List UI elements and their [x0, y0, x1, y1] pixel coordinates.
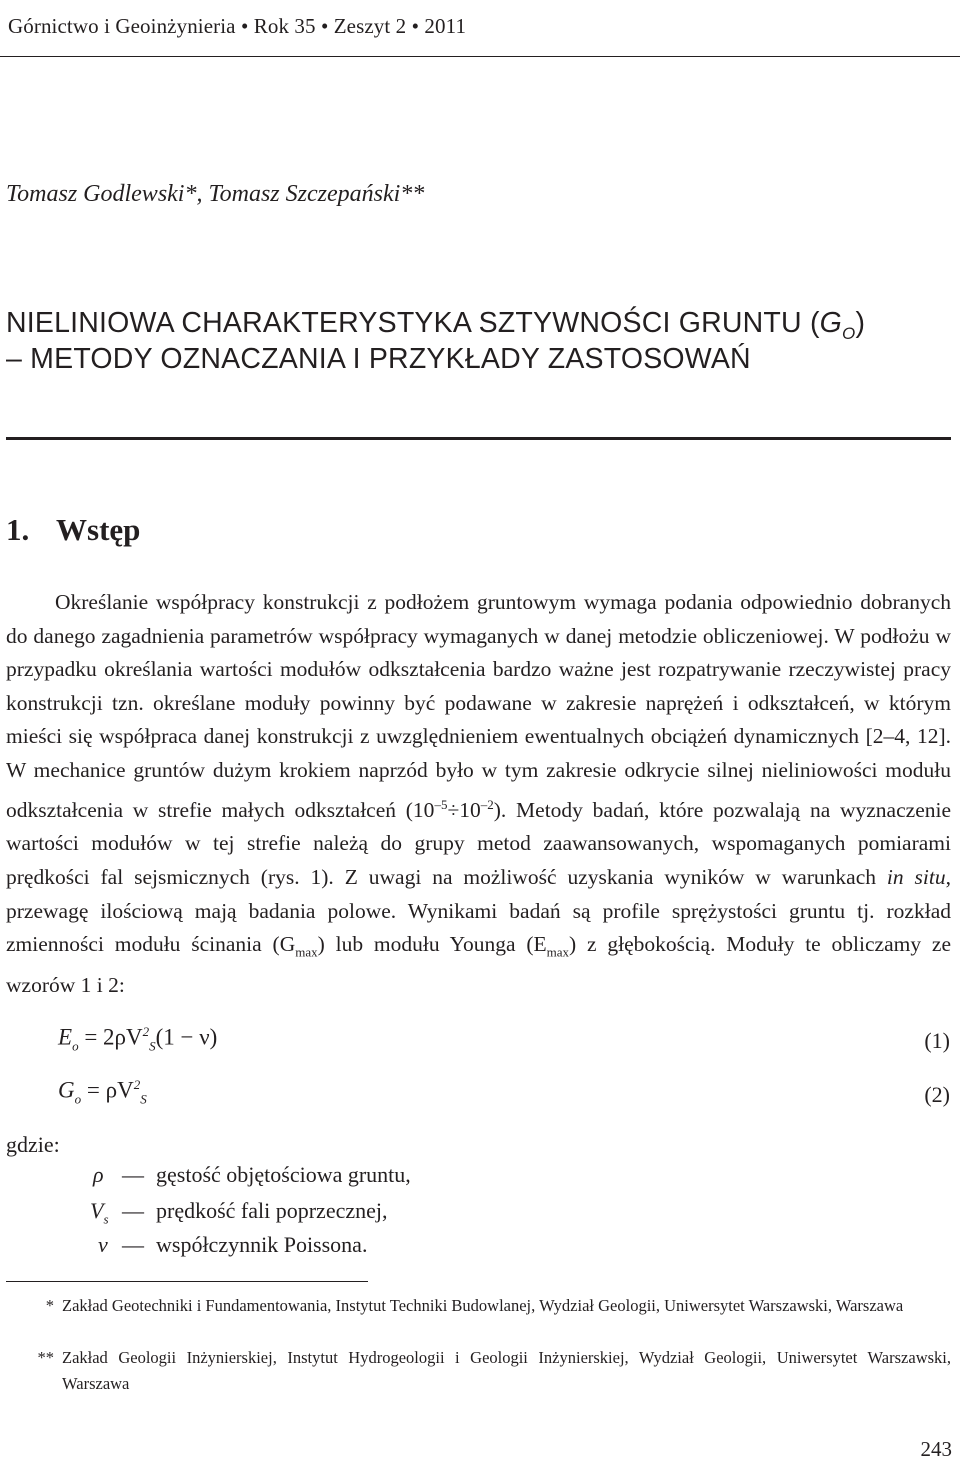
title-line-2: – METODY OZNACZANIA I PRZYKŁADY ZASTOSOWAŃ — [6, 343, 751, 375]
title-line-1 — [6, 307, 865, 343]
legend-symbol-sub: s — [103, 1211, 109, 1227]
equation-2-number: (2) — [924, 1082, 950, 1107]
eq1-rhs-post: (1 − ν) — [155, 1024, 218, 1050]
running-head: Górnictwo i Geoinżynieria • Rok 35 • Zeszyt 2 • 2011 — [8, 14, 467, 38]
paragraph-1-part-b: ). Metody badań, które pozwalają na wyznaczenie wartości modułów w tej strefie należą do grupy metod zaawansowanych, wspomaganych pomiarami prędkości fal sejsmicznych (rys. 1). Z uwagi na możliwość uzyskania wyników w warunkach — [6, 797, 951, 889]
legend-dash: — — [122, 1198, 144, 1223]
eq2-rhs: = ρV — [81, 1077, 134, 1103]
footnote-text: Zakład Geotechniki i Fundamentowania, Instytut Techniki Budowlanej, Wydział Geologii, Uniwersytet Warszawski, Warszawa — [62, 1296, 904, 1315]
exponent-2: –2 — [480, 796, 494, 812]
equation-1-number: (1) — [924, 1028, 950, 1053]
equation-1 — [58, 1024, 217, 1054]
g-symbol: G — [279, 932, 296, 957]
authors: Tomasz Godlewski*, Tomasz Szczepański** — [6, 181, 425, 207]
legend-item-rho — [6, 1162, 606, 1194]
e-symbol: E — [533, 932, 547, 957]
paragraph-1-part-c: , przewagę ilościową mają badania polowe. Wynikami badań są profile sprężystości gruntu tj. rozkład zmienności modułu ścinania ( — [6, 864, 951, 957]
eq1-lhs-sub: o — [72, 1038, 79, 1054]
section-number: 1. — [6, 512, 30, 547]
equation-2 — [58, 1077, 147, 1107]
legend-dash: — — [122, 1162, 144, 1187]
paragraph-1 — [6, 586, 951, 1003]
body-text — [6, 586, 951, 1003]
legend-item-nu — [6, 1232, 606, 1264]
exponent-1: –5 — [434, 796, 448, 812]
header-divider — [0, 56, 960, 57]
section-title: Wstęp — [56, 512, 141, 547]
paragraph-1-part-a: Określanie współpracy konstrukcji z podłożem gruntowym wymaga podania odpowiednio dobranych do danego zagadnienia parametrów współpracy wymaganych w danej metodzie obliczeniowej. W podłożu w przypadku określania wartości modułów odkształcenia bardzo ważne jest rozpatrywanie rzeczywistej pracy konstrukcji tzn. określane moduły powinny być podawane w zakresie naprężeń i odkształceń, w którym mieści się współpraca danej konstrukcji z uwzględnieniem ewentualnych obciążeń dynamicznych [2–4, 12]. W mechanice gruntów dużym krokiem naprzód było w tym zakresie odkrycie silnej nieliniowości modułu odkształcenia w strefie małych odkształceń (10 — [6, 590, 951, 822]
paragraph-1-part-d: ) lub modułu Younga ( — [317, 932, 534, 957]
eq1-sup: 2 — [142, 1024, 150, 1039]
title-subscript: O — [842, 324, 856, 343]
legend-definition: współczynnik Poissona. — [156, 1232, 368, 1257]
eq2-lhs-sub: o — [74, 1091, 82, 1107]
section-heading — [6, 512, 140, 548]
legend-definition: prędkość fali poprzecznej, — [156, 1198, 388, 1223]
in-situ-text: in situ — [886, 864, 946, 889]
eq1-sub: S — [149, 1038, 156, 1054]
legend-dash: — — [122, 1232, 144, 1257]
eq1-lhs: E — [58, 1024, 73, 1050]
footnote-2 — [20, 1345, 951, 1397]
title-close-paren: ) — [855, 307, 866, 339]
eq2-sub: S — [140, 1091, 147, 1107]
legend-symbol: V — [90, 1198, 104, 1223]
symbol-legend — [6, 1162, 606, 1262]
g-max-subscript: max — [295, 944, 318, 960]
footnote-mark: * — [45, 1296, 54, 1315]
page-number: 243 — [920, 1437, 952, 1461]
legend-symbol: ρ — [93, 1162, 104, 1187]
footnote-mark: ** — [37, 1348, 54, 1367]
legend-definition: gęstość objętościowa gruntu, — [156, 1162, 411, 1187]
footnote-divider — [6, 1281, 368, 1282]
e-max-subscript: max — [546, 944, 570, 960]
paragraph-1-mid: ÷10 — [447, 797, 481, 822]
footnote-1 — [20, 1293, 951, 1319]
article-title — [6, 307, 865, 376]
footnote-text: Zakład Geologii Inżynierskiej, Instytut Hydrogeologii i Geologii Inżynierskiej, Wydział Geologii, Uniwersytet Warszawski, Warszawa — [62, 1348, 951, 1393]
where-label: gdzie: — [6, 1132, 60, 1157]
title-variable: G — [819, 307, 843, 339]
title-line-1-text: NIELINIOWA CHARAKTERYSTYKA SZTYWNOŚCI GRUNTU ( — [6, 307, 820, 339]
eq1-rhs: = 2ρV — [78, 1024, 143, 1050]
paragraph-1-part-e: ) z głębokością. Moduły te obliczamy ze wzorów 1 i 2: — [6, 932, 951, 997]
legend-symbol: ν — [98, 1232, 108, 1257]
eq2-sup: 2 — [133, 1077, 141, 1092]
eq2-lhs: G — [58, 1077, 75, 1103]
title-divider — [6, 437, 951, 440]
legend-item-vs — [6, 1198, 606, 1230]
